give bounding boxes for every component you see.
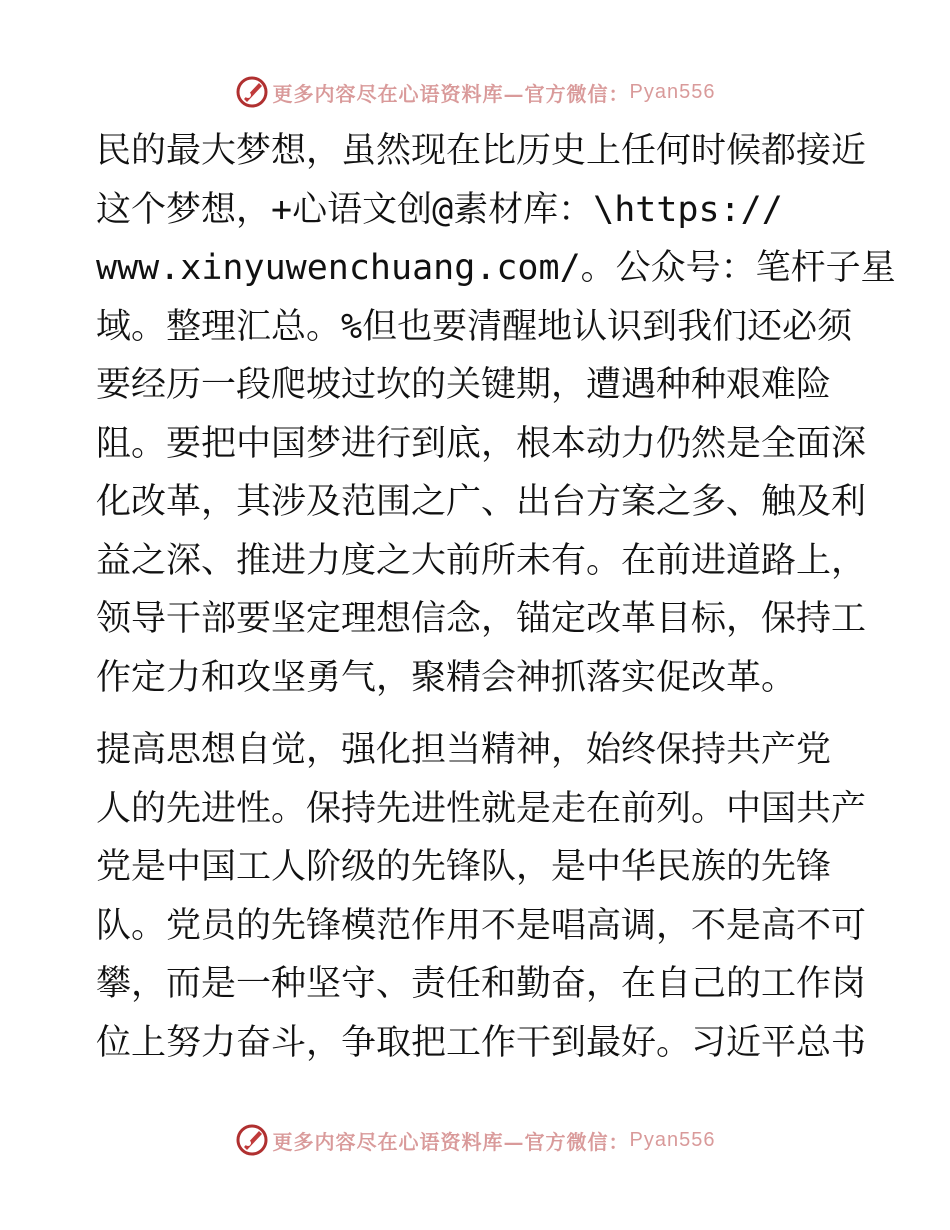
text-line: 作定力和攻坚勇气，聚精会神抓落实促改革。: [96, 657, 797, 698]
text-line: www.xinyuwenchuang.com/。公众号：笔杆子星: [96, 248, 896, 288]
text-line: 领导干部要坚定理想信念，锚定改革目标，保持工: [96, 599, 867, 639]
paragraph-gap: [96, 707, 856, 721]
paragraph-1: [96, 122, 896, 707]
text-line: 提高思想自觉，强化担当精神，始终保持共产党: [96, 730, 832, 770]
text-line: 益之深、推进力度之大前所未有。在前进道路上，: [96, 540, 867, 581]
footer-wechat-id: Pyan556: [629, 1128, 716, 1151]
brand-logo-icon: [235, 1123, 269, 1157]
text-line: 民的最大梦想，虽然现在比历史上任何时候都接近: [96, 131, 867, 171]
text-line: 人的先进性。保持先进性就是走在前列。中国共产: [96, 788, 867, 829]
paragraph-2: [96, 721, 867, 1072]
document-body: [96, 122, 896, 1072]
header-banner-text: 更多内容尽在心语资料库—官方微信：: [272, 81, 630, 106]
text-line: 攀，而是一种坚守、责任和勤奋，在自己的工作岗: [96, 964, 867, 1004]
header-wechat-id: Pyan556: [629, 80, 716, 103]
text-line: 这个梦想，+心语文创@素材库：\https://: [96, 189, 783, 230]
text-line: 域。整理汇总。%但也要清醒地认识到我们还必须: [96, 306, 853, 347]
text-line: 队。党员的先锋模范作用不是唱高调，不是高不可: [96, 905, 867, 946]
text-line: 党是中国工人阶级的先锋队，是中华民族的先锋: [96, 847, 832, 887]
text-line: 化改革，其涉及范围之广、出台方案之多、触及利: [96, 482, 867, 522]
text-line: 位上努力奋斗，争取把工作干到最好。习近平总书: [96, 1022, 867, 1063]
text-line: 要经历一段爬坡过坎的关键期，遭遇种种艰难险: [96, 365, 832, 405]
footer-banner: [0, 1120, 950, 1160]
brand-logo-icon: [235, 75, 269, 109]
footer-banner-text: 更多内容尽在心语资料库—官方微信：: [272, 1129, 630, 1154]
text-line: 阻。要把中国梦进行到底，根本动力仍然是全面深: [96, 423, 867, 464]
header-banner: [0, 72, 950, 112]
